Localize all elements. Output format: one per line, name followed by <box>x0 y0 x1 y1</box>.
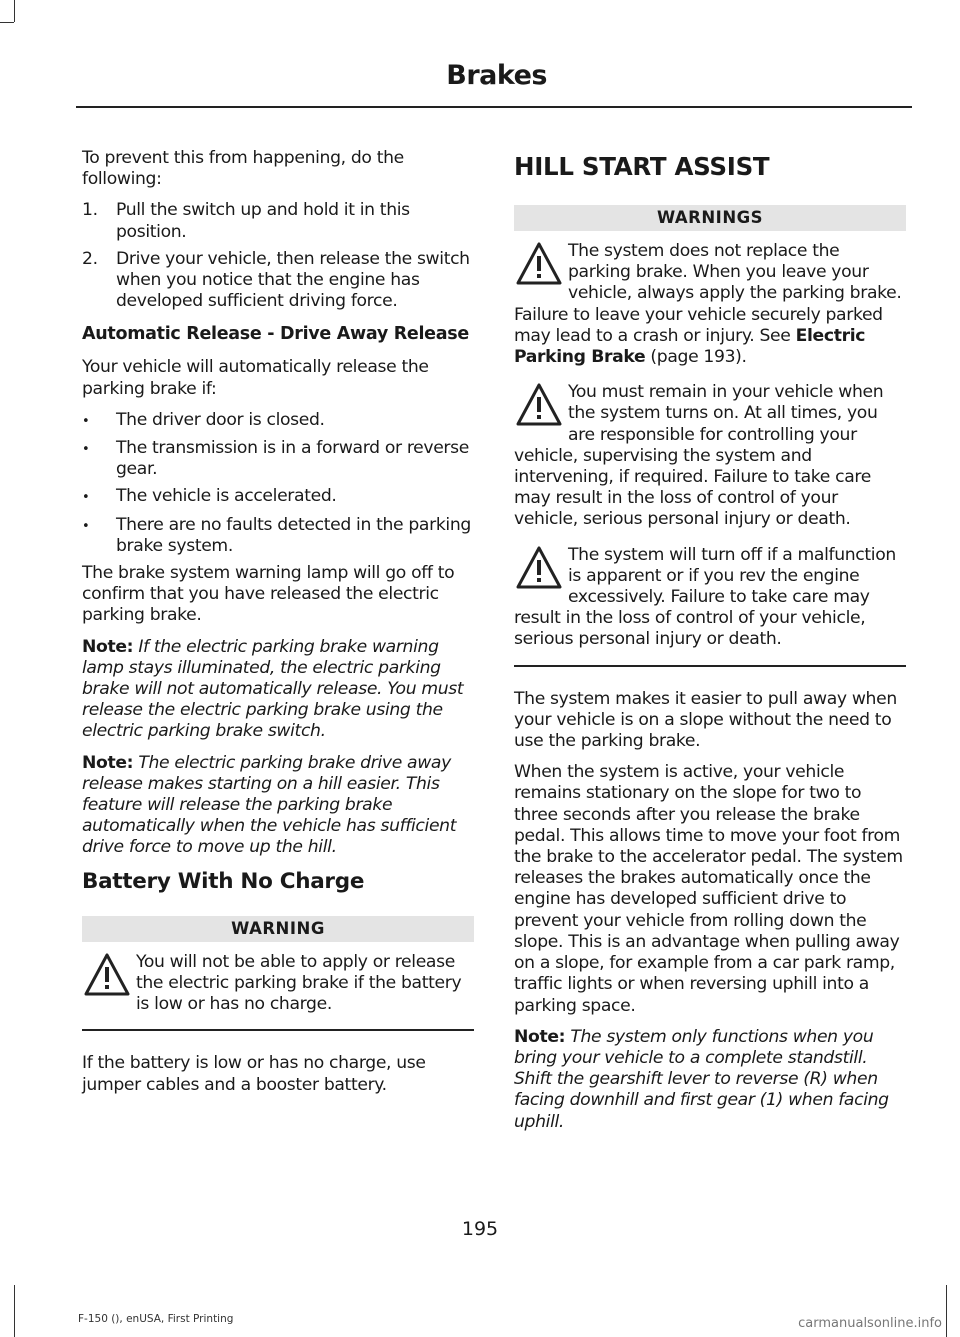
bullet-item <box>82 438 474 480</box>
warning-triangle-icon <box>514 382 564 428</box>
note-text: The electric parking brake drive away release makes starting on a hill easier. This feature will release the parking brake automatically when the vehicle has sufficient drive force to move up the hill. <box>82 752 457 858</box>
bullet-marker <box>82 438 116 480</box>
warning-item <box>82 952 474 1016</box>
bullet-text: The driver door is closed. <box>116 409 325 430</box>
warning-item <box>514 382 906 530</box>
warning-triangle-icon <box>514 545 564 591</box>
page-number: 195 <box>461 1218 499 1240</box>
warning-item <box>514 241 906 368</box>
cross-reference-link[interactable]: Electric Parking Brake <box>514 325 866 368</box>
step-number: 2. <box>82 248 98 269</box>
warning-text: The system does not replace the parking brake. When you leave your vehicle, always apply the parking brake. Failure to leave your vehicle securely parked may lead to a crash or injury. See <box>514 241 902 346</box>
note-label: Note: <box>82 752 134 773</box>
section-heading: HILL START ASSIST <box>514 152 770 181</box>
footer-line: F-150 (), enUSA, First Printing <box>78 1313 234 1325</box>
battery-heading: Battery With No Charge <box>82 868 365 894</box>
right-column <box>514 148 906 1143</box>
crop-mark-bottom-right <box>946 1285 947 1337</box>
warning-text: You must remain in your vehicle when the system turns on. At all times, you are responsible for controlling your vehicle, supervising the system and intervening, if required. Failure to take care may result in the loss of control of your vehicle, serious personal injury or death. <box>514 382 884 530</box>
release-heading: Automatic Release - Drive Away Release <box>82 324 469 345</box>
warning-end-rule <box>514 665 906 667</box>
bullet-marker <box>82 515 116 557</box>
bullet-marker <box>82 410 116 432</box>
header-rule <box>76 106 912 108</box>
watermark: carmanualsonline.info <box>798 1316 942 1331</box>
crop-mark-bottom-left <box>14 1285 15 1337</box>
warning-heading: WARNING <box>82 916 474 942</box>
note-text: The system only functions when you bring your vehicle to a complete standstill. Shift the gearshift lever to reverse (R) when facing downhill and first gear (1) when facing uphill. <box>514 1026 889 1132</box>
warning-triangle-icon <box>82 952 132 998</box>
warning-item <box>514 545 906 651</box>
left-column <box>82 148 474 1106</box>
body-paragraph: The system makes it easier to pull away when your vehicle is on a slope without the need to use the parking brake. <box>514 688 897 752</box>
note-text: If the electric parking brake warning lamp stays illuminated, the electric parking brake will not automatically release. You must release the electric parking brake using the electric parking brake switch. <box>82 636 464 742</box>
warning-text: You will not be able to apply or release the electric parking brake if the battery is low or has no charge. <box>136 951 462 1015</box>
battery-paragraph: If the battery is low or has no charge, use jumper cables and a booster battery. <box>82 1053 426 1095</box>
step-text: Drive your vehicle, then release the switch when you notice that the engine has developed sufficient driving force. <box>116 248 470 312</box>
bullet-text: The vehicle is accelerated. <box>116 486 337 507</box>
note-label: Note: <box>82 636 134 657</box>
lamp-paragraph: The brake system warning lamp will go off to confirm that you have released the electric parking brake. <box>82 563 455 626</box>
bullet-marker <box>82 486 116 508</box>
note-label: Note: <box>514 1026 566 1047</box>
warning-triangle-icon <box>514 241 564 287</box>
crop-mark-top-left-h <box>0 22 14 23</box>
bullet-item <box>82 486 474 508</box>
bullet-text: There are no faults detected in the parking brake system. <box>116 514 471 556</box>
note-paragraph <box>82 753 474 859</box>
release-intro: Your vehicle will automatically release the parking brake if: <box>82 357 429 399</box>
note-paragraph <box>82 637 474 743</box>
note-paragraph <box>514 1027 906 1133</box>
step-text: Pull the switch up and hold it in this position. <box>116 200 410 242</box>
step-item <box>82 249 474 313</box>
page-header-title: Brakes <box>446 60 547 91</box>
intro-paragraph: To prevent this from happening, do the following: <box>82 148 404 190</box>
bullet-item <box>82 515 474 557</box>
bullet-text: The transmission is in a forward or reverse gear. <box>116 438 469 480</box>
cross-reference-page: (page 193). <box>645 347 747 368</box>
bullet-item <box>82 410 474 432</box>
body-paragraph: When the system is active, your vehicle remains stationary on the slope for two to three seconds after you release the brake pedal. This allows time to move your foot from the brake to the accelerator pedal. The system releases the brakes automatically once the engine has developed sufficient drive to prevent your vehicle from rolling down the slope. This is an advantage when pulling away on a slope, for example from a car park ramp, traffic lights or when reversing uphill into a parking space. <box>514 762 903 1016</box>
warning-end-rule <box>82 1029 474 1031</box>
crop-mark-top-left <box>14 0 15 22</box>
warning-text: The system will turn off if a malfunction is apparent or if you rev the engine excessively. Failure to take care may result in the loss of control of your vehicle, serious personal injury or death. <box>514 544 896 650</box>
step-number: 1. <box>82 200 98 221</box>
step-item <box>82 200 474 242</box>
warnings-heading: WARNINGS <box>514 205 906 231</box>
